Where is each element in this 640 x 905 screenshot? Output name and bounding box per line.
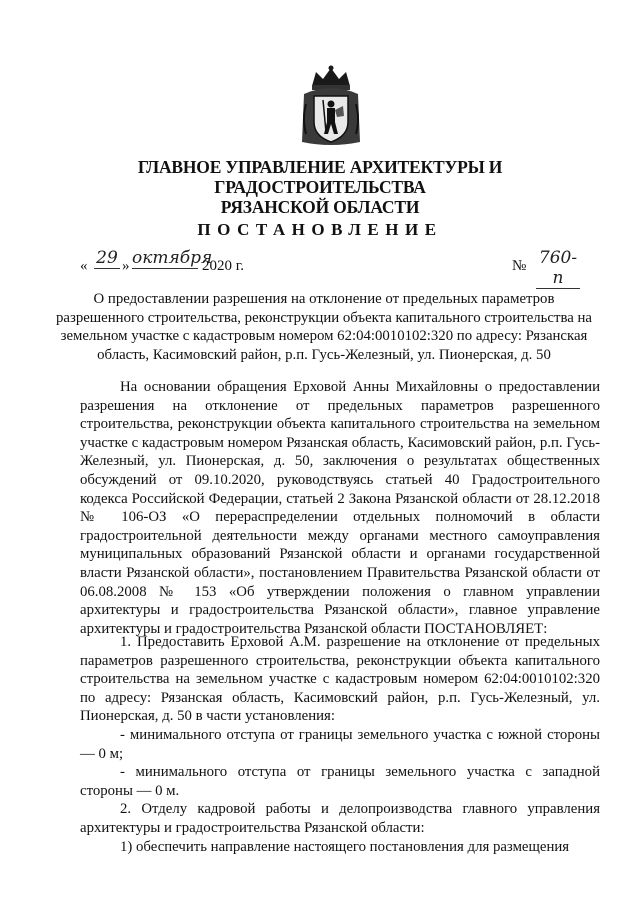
document-type: ПОСТАНОВЛЕНИЕ [197, 220, 443, 239]
doc-number-label: № [512, 258, 527, 274]
document-subject: О предоставлении разрешения на отклонение от предельных параметров разрешенного строительства, реконструкции объекта капитального строительства на земельном участке с кадастровым номером 62:04:0010102:320 по адресу: Рязанская область, Касимовский район, р.п. Гусь-Железный, ул. Пионерская, д. 50 [56, 291, 592, 363]
ryazan-coat-of-arms-icon [298, 64, 364, 148]
item-1: 1. Предоставить Ерховой А.М. разрешение на отклонение от предельных параметров разрешенного строительства, реконструкции объекта капитального строительства на земельном участке с кадастровым номером 62:04:0010102:320 по адресу: Рязанская область, Касимовский район, р.п. Гусь-Железный, ул. Пионерская, д. 50 в части установления: [80, 634, 600, 725]
date-month: октября [132, 248, 213, 268]
date-close-quote: » [122, 258, 130, 274]
item-1-south-setback: - минимального отступа от границы земельного участка с южной стороны — 0 м; [80, 726, 600, 762]
item-2: 2. Отделу кадровой работы и делопроизводства главного управления архитектуры и градостроительства Рязанской области: [80, 801, 600, 836]
date-open-quote: « [80, 258, 88, 274]
organization-name-line2: РЯЗАНСКОЙ ОБЛАСТИ [220, 197, 420, 217]
date-year: 2020 г. [202, 258, 244, 274]
doc-number: 760-п [536, 248, 580, 289]
item-2-subitem-1: 1) обеспечить направление настоящего постановления для размещения [120, 838, 570, 855]
organization-name-line1: ГЛАВНОЕ УПРАВЛЕНИЕ АРХИТЕКТУРЫ И ГРАДОСТРОИТЕЛЬСТВА [137, 157, 503, 197]
resolution-items [80, 633, 600, 856]
organization-name [40, 157, 600, 217]
date-number-row [80, 248, 580, 288]
date-day: 29 [94, 248, 120, 269]
item-1-west-setback: - минимального отступа от границы земельного участка с западной стороны — 0 м. [80, 764, 600, 799]
preamble-paragraph: На основании обращения Ерховой Анны Михайловны о предоставлении разрешения на отклонение от предельных параметров разрешенного строительства, реконструкции объекта капитального строительства на земельном участке с кадастровым номером Рязанская область, Касимовский район, р.п. Гусь-Железный, ул. Пионерская, д. 50, заключения о результатах общественных обсуждений от 09.10.2020, руководствуясь статьей 40 Градостроительного кодекса Российской Федерации, статьей 2 Закона Рязанской области от 28.12.2018 № 106-ОЗ «О перераспределении отдельных полномочий в области градостроительной деятельности между органами местного самоуправления муниципальных образований Рязанской области и органами государственной власти Рязанской области», постановлением Правительства Рязанской области от 06.08.2008 № 153 «Об утверждении положения о главном управлении архитектуры и градостроительства Рязанской области», главное управление архитектуры и градостроительства Рязанской области ПОСТАНОВЛЯЕТ: [80, 379, 600, 637]
